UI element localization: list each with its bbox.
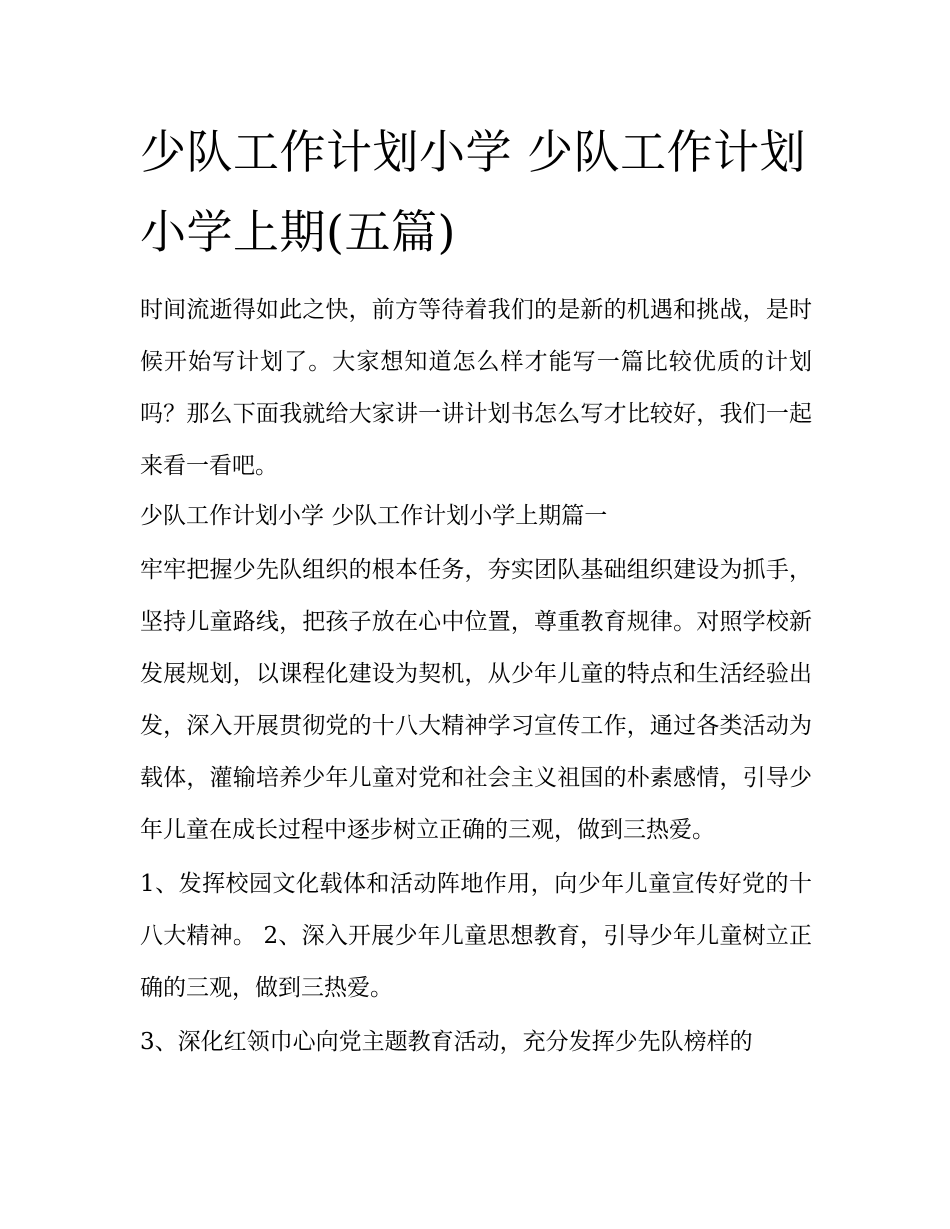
list-paragraph-item-3: 3、深化红领巾心向党主题教育活动，充分发挥少先队榜样的: [140, 1029, 753, 1055]
body-paragraph: 牢牢把握少先队组织的根本任务，夯实团队基础组织建设为抓手，坚持儿童路线，把孩子放在心中位置，尊重教育规律。对照学校新发展规划，以课程化建设为契机，从少年儿童的特点和生活经验出发，深入开展贯彻党的十八大精神学习宣传工作，通过各类活动为载体，灌输培养少年儿童对党和社会主义祖国的朴素感情，引导少年儿童在成长过程中逐步树立正确的三观，做到三热爱。: [140, 557, 812, 843]
list-paragraph-items-1-2: 1、发挥校园文化载体和活动阵地作用，向少年儿童宣传好党的十八大精神。 2、深入开展少年儿童思想教育，引导少年儿童树立正确的三观，做到三热爱。: [140, 871, 812, 1001]
document-title: 少队工作计划小学 少队工作计划小学上期(五篇): [140, 125, 807, 259]
document-body: [140, 112, 812, 1068]
section-heading: 少队工作计划小学 少队工作计划小学上期篇一: [140, 503, 608, 529]
intro-paragraph: 时间流逝得如此之快，前方等待着我们的是新的机遇和挑战，是时候开始写计划了。大家想知道怎么样才能写一篇比较优质的计划吗？那么下面我就给大家讲一讲计划书怎么写才比较好，我们一起来看一看吧。: [140, 297, 812, 479]
